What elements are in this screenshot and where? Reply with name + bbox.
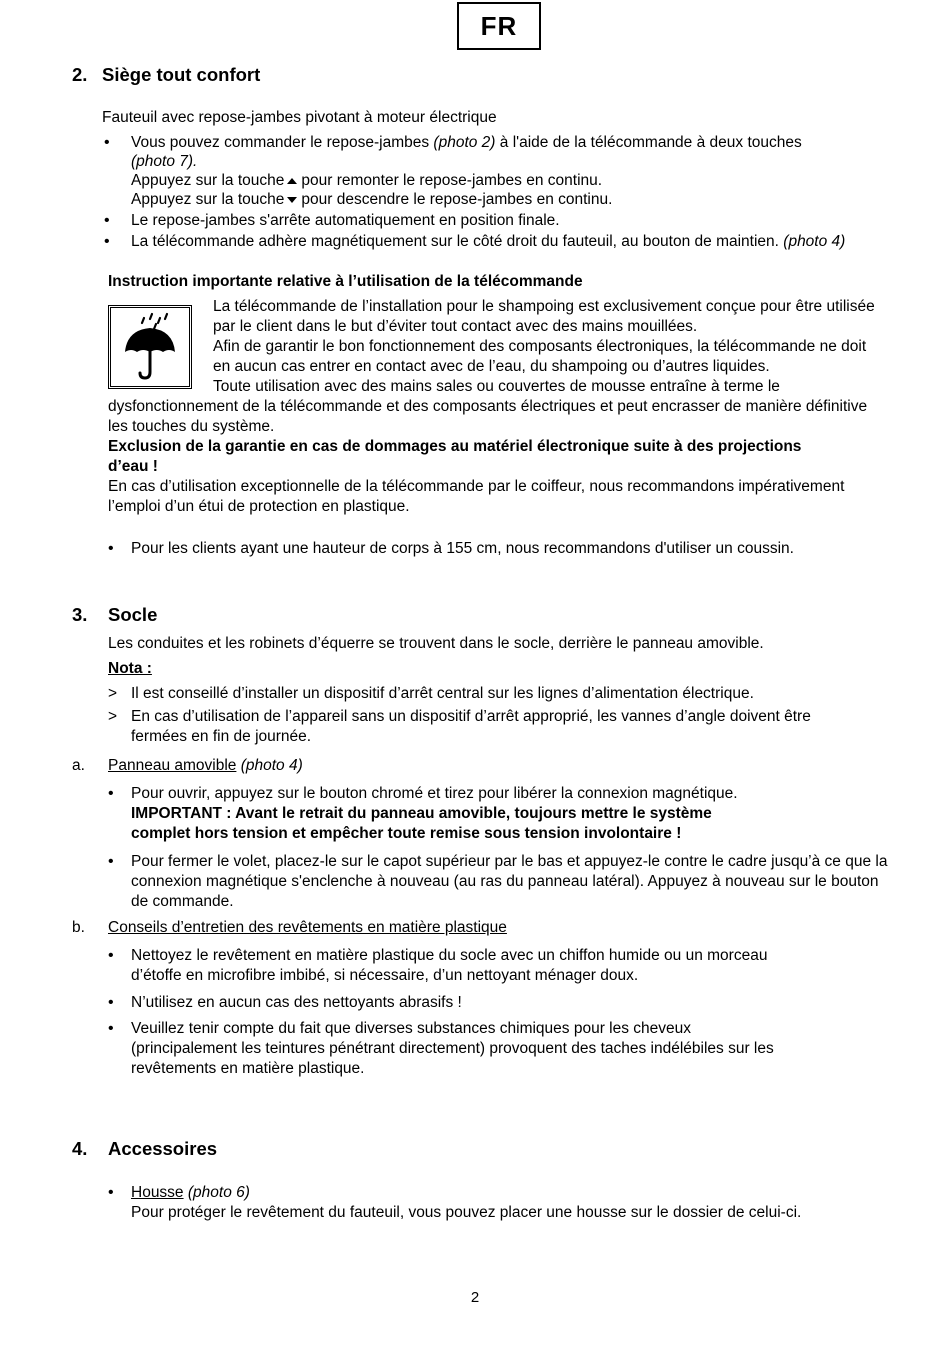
photo-ref: (photo 4) (783, 233, 846, 250)
section-2-subtitle: Fauteuil avec repose-jambes pivotant à moteur électrique (102, 109, 497, 126)
bullet: • (108, 1184, 114, 1201)
instruction-p1: La télécommande de l’installation pour le shampoing est exclusivement conçue pour être utilisée (213, 298, 875, 315)
section-2-title: Siège tout confort (102, 64, 261, 85)
text: Panneau amovible (108, 757, 237, 774)
bullet: • (108, 540, 114, 557)
photo-ref: (photo 7). (131, 153, 198, 170)
photo-ref: (photo 2) (433, 134, 496, 151)
bullet: • (108, 1020, 114, 1037)
instruction-p5: Toute utilisation avec des mains sales ou couvertes de mousse entraîne à terme le (213, 378, 780, 395)
instruction-up (131, 171, 602, 191)
text: à l'aide de la télécommande à deux touches (495, 134, 802, 151)
bullet: • (108, 853, 114, 870)
text: Appuyez sur la touche (131, 191, 285, 208)
arrow-down-icon (287, 197, 297, 203)
panel-important-2: complet hors tension et empêcher toute remise sous tension involontaire ! (131, 825, 682, 842)
care-3c: revêtements en matière plastique. (131, 1060, 365, 1077)
bullet-remote-control (131, 133, 802, 153)
section-4-number: 4. (72, 1138, 88, 1159)
section-3-title: Socle (108, 604, 158, 625)
panel-close-1: Pour fermer le volet, placez-le sur le capot supérieur par le bas et appuyez-le contre le cadre jusqu’à ce que la (131, 853, 888, 870)
instruction-p4: en aucun cas entrer en contact avec de l’eau, du shampoing ou d’autres liquides. (213, 358, 770, 375)
subsection-a-marker: a. (72, 757, 85, 774)
photo-ref: (photo 6) (183, 1184, 250, 1201)
instruction-p3: Afin de garantir le bon fonctionnement des composants électroniques, la télécommande ne doit (213, 338, 867, 355)
section-3-number: 3. (72, 604, 88, 625)
page-number: 2 (470, 1289, 480, 1306)
text: Housse (131, 1184, 184, 1201)
panel-important-1: IMPORTANT : Avant le retrait du panneau amovible, toujours mettre le système (131, 805, 712, 822)
bullet: • (104, 233, 110, 250)
subsection-b-marker: b. (72, 919, 85, 936)
subsection-a-title (108, 756, 303, 776)
keep-dry-icon (108, 305, 192, 389)
panel-open-instruction: Pour ouvrir, appuyez sur le bouton chromé et tirez pour libérer la connexion magnétique. (131, 785, 738, 802)
text: La télécommande adhère magnétiquement sur le côté droit du fauteuil, au bouton de maintien. (131, 233, 784, 250)
bullet: • (108, 947, 114, 964)
instruction-p6: dysfonctionnement de la télécommande et des composants électriques et peut encrasser de manière définitive (108, 398, 868, 415)
text: pour descendre le repose-jambes en continu. (301, 191, 613, 208)
instruction-heading: Instruction importante relative à l’utilisation de la télécommande (108, 273, 583, 290)
text: pour remonter le repose-jambes en continu. (301, 172, 603, 189)
instruction-down (131, 190, 612, 210)
bullet-magnetic (131, 232, 845, 252)
care-2: N’utilisez en aucun cas des nettoyants abrasifs ! (131, 994, 462, 1011)
bullet-auto-stop: Le repose-jambes s'arrête automatiquement en position finale. (131, 212, 560, 229)
section-3-intro: Les conduites et les robinets d’équerre se trouvent dans le socle, derrière le panneau amovible. (108, 635, 764, 652)
bullet: • (104, 212, 110, 229)
language-badge: FR (457, 2, 541, 50)
panel-close-2: connexion magnétique s'enclenche à nouveau (au ras du panneau latéral). Appuyez à nouveau sur le bouton (131, 873, 879, 890)
nota-marker: > (108, 685, 118, 702)
subsection-b-title: Conseils d’entretien des revêtements en matière plastique (108, 919, 507, 936)
warranty-exclusion: Exclusion de la garantie en cas de dommages au matériel électronique suite à des projections (108, 438, 802, 455)
nota-heading: Nota : (108, 660, 152, 677)
nota-2: En cas d’utilisation de l’appareil sans un dispositif d’arrêt approprié, les vannes d’angle doivent être (131, 708, 811, 725)
care-3a: Veuillez tenir compte du fait que diverses substances chimiques pour les cheveux (131, 1020, 692, 1037)
arrow-up-icon (287, 178, 297, 184)
care-1b: d’étoffe en microfibre imbibé, si nécessaire, d’un nettoyant ménager doux. (131, 967, 639, 984)
instruction-p9: l’emploi d’un étui de protection en plastique. (108, 498, 410, 515)
bullet: • (108, 785, 114, 802)
instruction-p7: les touches du système. (108, 418, 275, 435)
nota-marker: > (108, 708, 118, 725)
nota-1: Il est conseillé d’installer un dispositif d’arrêt central sur les lignes d’alimentation électrique. (131, 685, 754, 702)
care-1a: Nettoyez le revêtement en matière plastique du socle avec un chiffon humide ou un morceau (131, 947, 768, 964)
instruction-p2: par le client dans le but d’éviter tout contact avec des mains mouillées. (213, 318, 698, 335)
accessory-cover-title (131, 1183, 250, 1203)
bullet: • (108, 994, 114, 1011)
section-4-title: Accessoires (108, 1138, 218, 1159)
accessory-cover-text: Pour protéger le revêtement du fauteuil, vous pouvez placer une housse sur le dossier de celui-ci. (131, 1204, 802, 1221)
warranty-exclusion-end: d’eau ! (108, 458, 158, 475)
care-3b: (principalement les teintures pénétrant directement) provoquent des taches indélébiles sur les (131, 1040, 774, 1057)
bullet-cushion: Pour les clients ayant une hauteur de corps à 155 cm, nous recommandons d'utiliser un coussin. (131, 540, 794, 557)
section-2-number: 2. (72, 64, 88, 85)
bullet: • (104, 134, 110, 151)
nota-2-cont: fermées en fin de journée. (131, 728, 312, 745)
text: Vous pouvez commander le repose-jambes (131, 134, 434, 151)
umbrella-icon (111, 308, 189, 386)
text: Appuyez sur la touche (131, 172, 285, 189)
photo-ref: (photo 4) (236, 757, 303, 774)
instruction-p8: En cas d’utilisation exceptionnelle de la télécommande par le coiffeur, nous recommandons impérativement (108, 478, 845, 495)
panel-close-3: de commande. (131, 893, 234, 910)
